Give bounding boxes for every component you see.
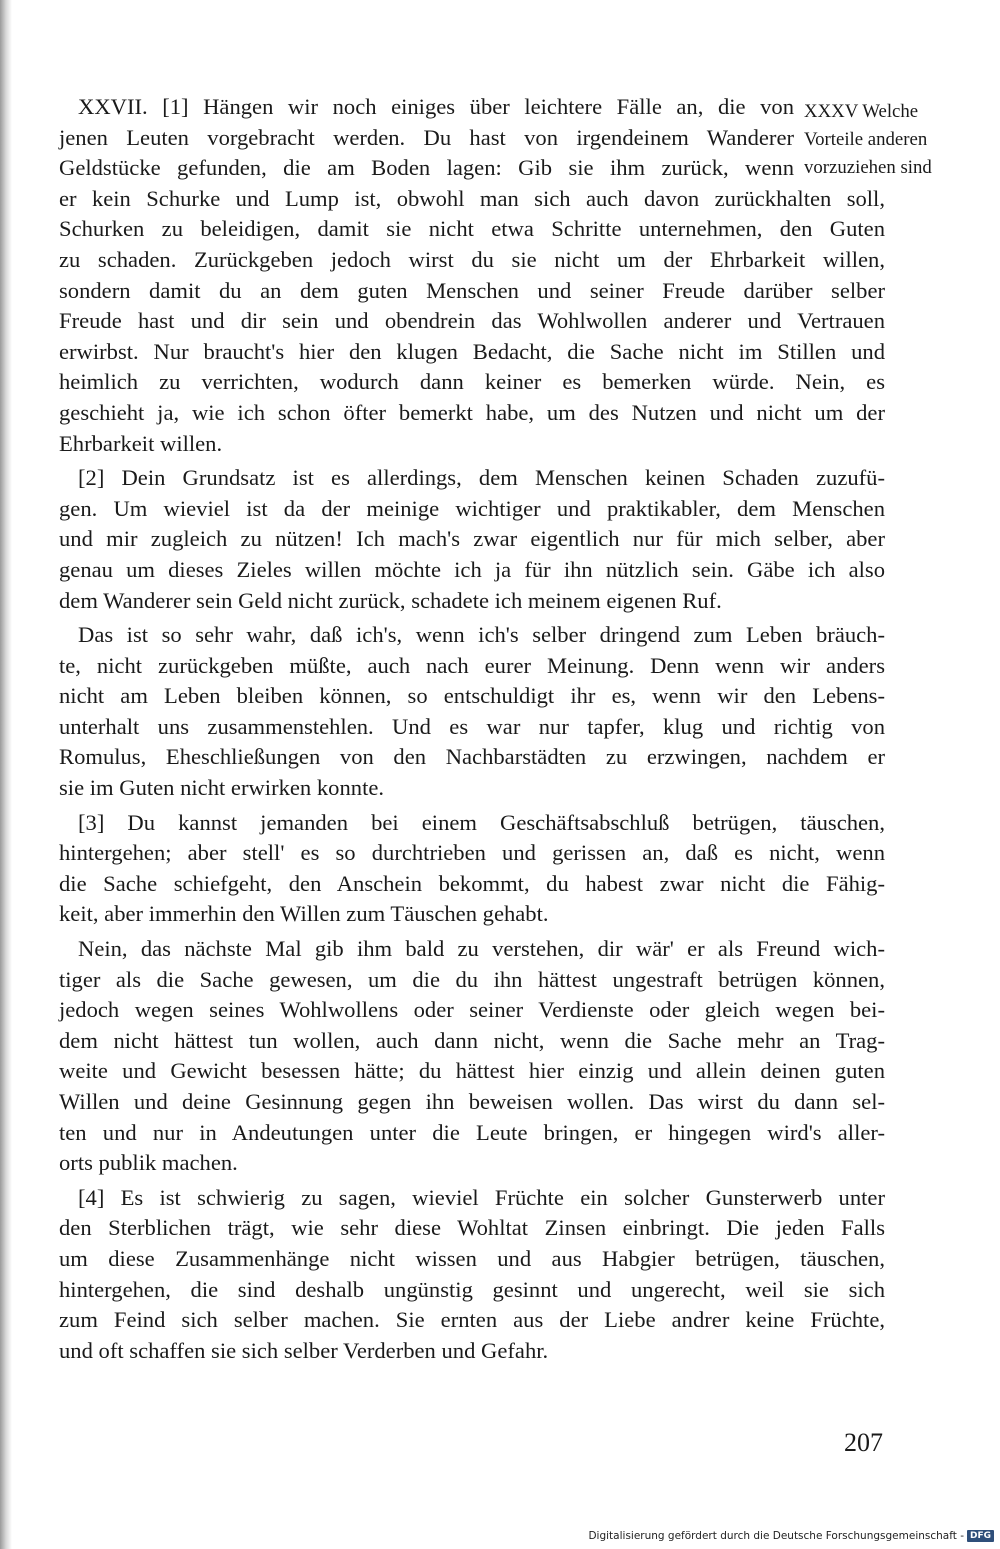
text-line: weite und Gewicht besessen hätte; du hättest hier einzig und allein deinen guten — [59, 1058, 885, 1084]
text-line: den Sterblichen trägt, wie sehr diese Wohltat Zinsen einbringt. Die jeden Falls — [59, 1215, 885, 1241]
text-line: zum Feind sich selber machen. Sie ernten aus der Liebe andrer keine Früchte, — [59, 1307, 885, 1333]
text-line: orts publik machen. — [59, 1150, 238, 1176]
text-line: jenen Leuten vorgebracht werden. Du hast von irgendeinem Wanderer — [59, 124, 794, 150]
text-line: Geldstücke gefunden, die am Boden lagen: Gib sie ihm zurück, wenn — [59, 155, 794, 181]
text-line: tiger als die Sache gewesen, um die du ihn hättest ungestraft betrügen können, — [59, 966, 885, 992]
text-line: Schurken zu beleidigen, damit sie nicht etwa Schritte unternehmen, den Guten — [59, 216, 885, 242]
text-line: unterhalt uns zusammenstehlen. Und es war nur tapfer, klug und richtig von — [59, 713, 885, 739]
text-line: Nein, das nächste Mal gib ihm bald zu verstehen, dir wär' er als Freund wich- — [78, 936, 885, 962]
text-line: hintergehen; aber stell' es so durchtrieben und gerissen an, daß es nicht, wenn — [59, 840, 885, 866]
text-line: [4] Es ist schwierig zu sagen, wieviel Früchte ein solcher Gunsterwerb unter — [78, 1184, 885, 1210]
margin-note-line: Vorteile anderen — [804, 129, 928, 150]
text-line: gen. Um wieviel ist da der meinige wichtiger und praktikabler, dem Menschen — [59, 495, 885, 521]
text-line: sondern damit du an dem guten Menschen und seiner Freude darüber selber — [59, 277, 885, 303]
text-line: erwirbst. Nur braucht's hier den klugen Bedacht, die Sache nicht im Stillen und — [59, 338, 885, 364]
text-line: zu schaden. Zurückgeben jedoch wirst du sie nicht um der Ehrbarkeit willen, — [59, 246, 885, 272]
paragraph-3 — [59, 620, 885, 804]
text-line: Das ist so sehr wahr, daß ich's, wenn ich's selber dringend zum Leben bräuch- — [78, 622, 885, 648]
funding-footer — [588, 1530, 994, 1542]
text-line: [3] Du kannst jemanden bei einem Geschäftsabschluß betrügen, täuschen, — [78, 809, 885, 835]
text-line: geschieht ja, wie ich schon öfter bemerkt habe, um des Nutzen und nicht um der — [59, 399, 885, 425]
text-line: te, nicht zurückgeben müßte, auch nach eurer Meinung. Denn wenn wir anders — [59, 652, 885, 678]
text-line: [2] Dein Grundsatz ist es allerdings, dem Menschen keinen Schaden zuzufü- — [78, 465, 885, 491]
text-line: dem Wanderer sein Geld nicht zurück, schadete ich meinem eigenen Ruf. — [59, 587, 722, 613]
paragraph-5 — [59, 934, 885, 1179]
paragraph-6 — [59, 1183, 885, 1367]
text-line: nicht am Leben bleiben können, so entschuldigt ihr es, wenn wir den Lebens- — [59, 683, 885, 709]
text-line: und mir zugleich zu nützen! Ich mach's zwar eigentlich nur für mich selber, aber — [59, 526, 885, 552]
text-line: heimlich zu verrichten, wodurch dann keiner es bemerken würde. Nein, es — [59, 369, 885, 395]
text-line: und oft schaffen sie sich selber Verderben und Gefahr. — [59, 1337, 549, 1363]
text-line: ten und nur in Andeutungen unter die Leute bringen, er hingegen wird's aller- — [59, 1119, 885, 1145]
text-line: Willen und deine Gesinnung gegen ihn beweisen wollen. Das wirst du dann sel- — [59, 1089, 885, 1114]
text-line: er kein Schurke und Lump ist, obwohl man sich auch davon zurückhalten soll, — [59, 185, 885, 211]
text-line: genau um dieses Zieles willen möchte ich ja für ihn nützlich sein. Gäbe ich also — [59, 556, 885, 582]
margin-note-line: XXXV Welche — [804, 101, 919, 122]
text-line: jedoch wegen seines Wohlwollens oder seiner Verdienste oder gleich wegen bei- — [59, 997, 885, 1023]
text-line: Romulus, Eheschließungen von den Nachbarstädten zu erzwingen, nachdem er — [59, 744, 885, 770]
margin-note-line: vorzuziehen sind — [804, 157, 932, 178]
body-text — [59, 92, 885, 1370]
text-line: sie im Guten nicht erwirken konnte. — [59, 775, 385, 801]
text-line: die Sache schiefgeht, den Anschein bekommt, du habest zwar nicht die Fähig- — [59, 870, 885, 896]
paragraph-4 — [59, 808, 885, 930]
text-line: Ehrbarkeit willen. — [59, 430, 223, 456]
paragraph-1 — [59, 92, 885, 459]
text-line: hintergehen, die sind deshalb ungünstig gesinnt und ungerecht, weil sie sich — [59, 1276, 885, 1302]
text-line: dem nicht hättest tun wollen, auch dann nicht, wenn die Sache mehr an Trag- — [59, 1027, 885, 1053]
page-number: 207 — [844, 1428, 883, 1457]
text-line: keit, aber immerhin den Willen zum Täuschen gehabt. — [59, 901, 549, 927]
text-line: Freude hast und dir sein und obendrein das Wohlwollen anderer und Vertrauen — [59, 308, 885, 334]
text-line: um diese Zusammenhänge nicht wissen und aus Habgier betrügen, täuschen, — [59, 1245, 885, 1271]
text-line: XXVII. [1] Hängen wir noch einiges über leichtere Fälle an, die von — [78, 94, 794, 119]
paragraph-2 — [59, 463, 885, 616]
dfg-logo-icon: DFG — [967, 1530, 994, 1542]
footer-text: Digitalisierung gefördert durch die Deutsche Forschungsgemeinschaft - — [588, 1530, 964, 1542]
